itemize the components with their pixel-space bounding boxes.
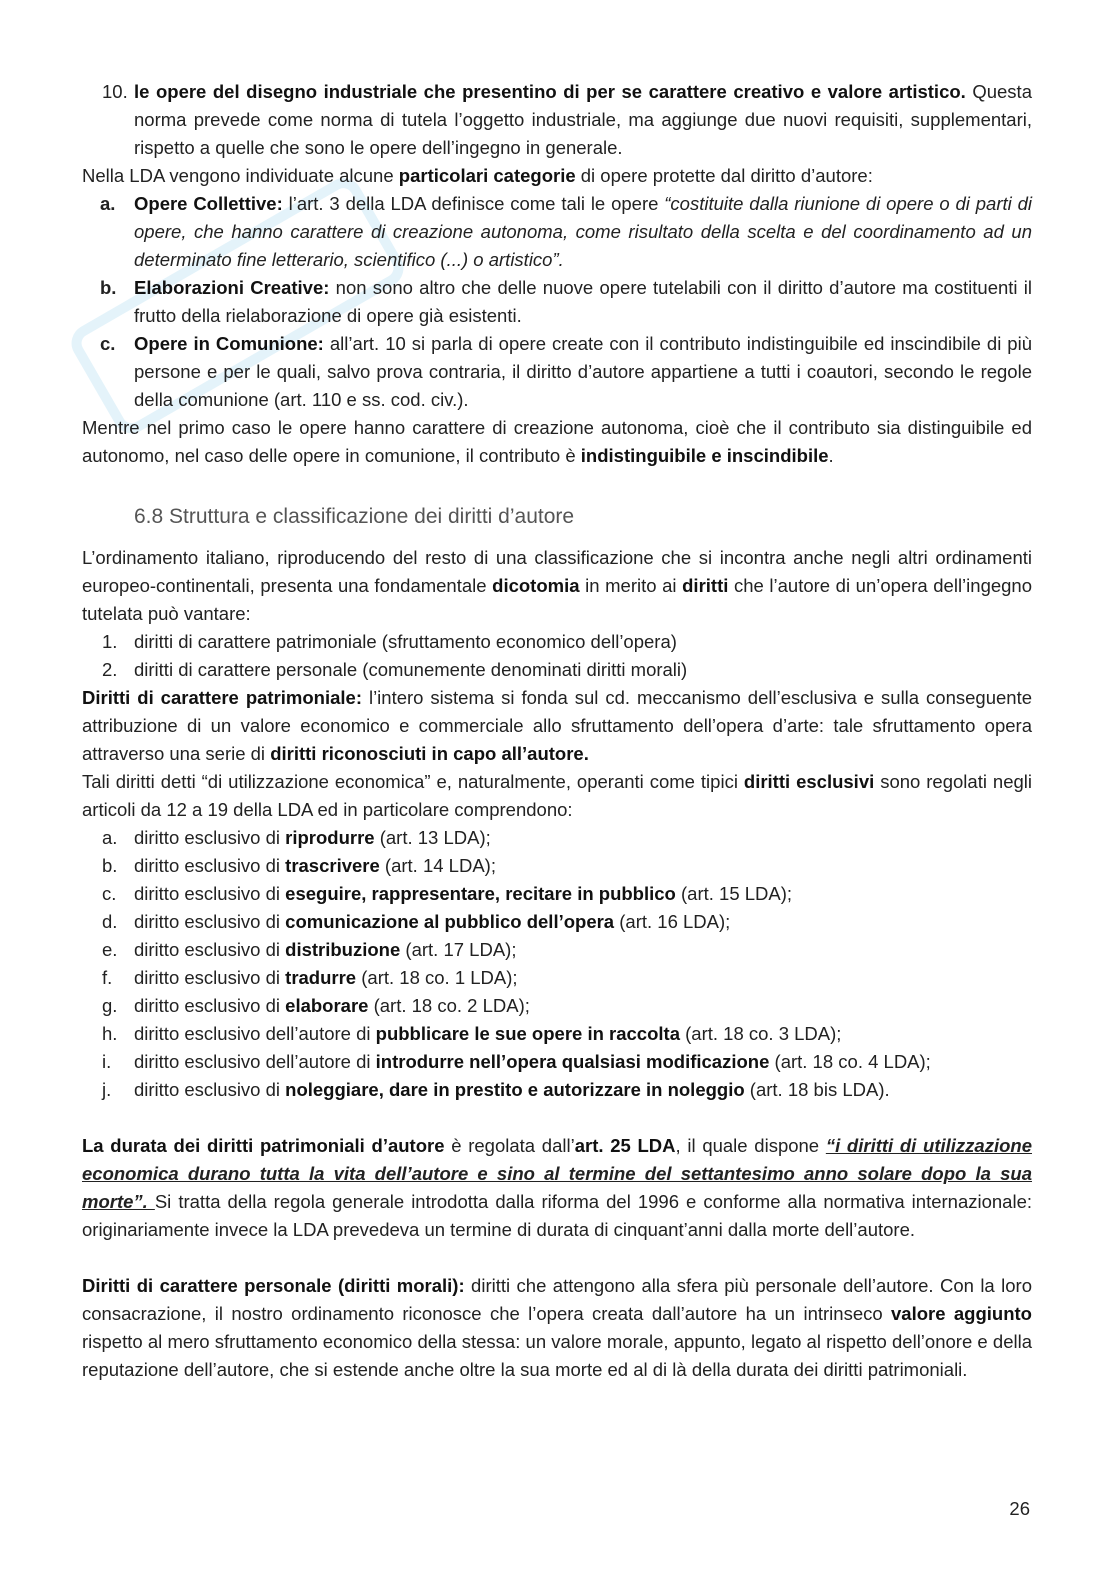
exclusive-rights-list <box>82 824 1032 1104</box>
contrast-paragraph: Mentre nel primo caso le opere hanno carattere di creazione autonoma, cioè che il contributo sia distinguibile ed autonomo, nel caso delle opere in comunione, il contributo è indistinguibile e inscindibile. <box>82 417 1032 466</box>
quoted-law-text: “i diritti di utilizzazione economica durano tutta la vita dell’autore e sino al termine del settantesimo anno solare dopo la sua morte”. <box>82 1135 1032 1212</box>
list-item: d. diritto esclusivo di comunicazione al pubblico dell’opera (art. 16 LDA); <box>102 911 731 932</box>
list-item: h. diritto esclusivo dell’autore di pubblicare le sue opere in raccolta (art. 18 co. 3 LDA); <box>102 1023 842 1044</box>
list-item: 1. diritti di carattere patrimoniale (sfruttamento economico dell’opera) <box>102 631 677 652</box>
spacer <box>82 1104 1032 1132</box>
category-item: a. Opere Collettive: l’art. 3 della LDA definisce come tali le opere “costituite dalla riunione di opere o di parti di opere, che hanno carattere di creazione autonoma, come risultato della scelta e del coordinamento ad un determinato fine letterario, scientifico (...) o artistico”. <box>82 190 1032 274</box>
item-10-list <box>82 78 1032 162</box>
list-marker: 10. <box>102 81 128 102</box>
list-item: b. diritto esclusivo di trascrivere (art. 14 LDA); <box>102 855 496 876</box>
list-marker: c. <box>100 333 116 354</box>
category-item: c. Opere in Comunione: all’art. 10 si parla di opere create con il contributo indistinguibile ed inscindibile di più persone e per le quali, salvo prova contraria, il diritto d’autore appartiene a tutti i coautori, secondo le regole della comunione (art. 110 e ss. cod. civ.). <box>82 330 1032 414</box>
list-item: c. diritto esclusivo di eseguire, rappresentare, recitare in pubblico (art. 15 LDA); <box>102 883 793 904</box>
list-item: 2. diritti di carattere personale (comunemente denominati diritti morali) <box>102 659 688 680</box>
section-heading: 6.8 Struttura e classificazione dei diritti d’autore <box>134 505 575 528</box>
list-item: e. diritto esclusivo di distribuzione (art. 17 LDA); <box>102 939 517 960</box>
categories-list <box>82 190 1032 414</box>
list-item: a. diritto esclusivo di riprodurre (art. 13 LDA); <box>102 827 491 848</box>
tali-paragraph: Tali diritti detti “di utilizzazione economica” e, naturalmente, operanti come tipici diritti esclusivi sono regolati negli articoli da 12 a 19 della LDA ed in particolare comprendono: <box>82 771 1032 820</box>
list-item: f. diritto esclusivo di tradurre (art. 18 co. 1 LDA); <box>102 967 518 988</box>
item-10-text: Questa norma prevede come norma di tutela l’oggetto industriale, ma aggiunge due nuovi requisiti, supplementari, rispetto a quelle che sono le opere dell’ingegno in generale. <box>134 81 1032 158</box>
morali-paragraph: Diritti di carattere personale (diritti morali): diritti che attengono alla sfera più personale dell’autore. Con la loro consacrazione, il nostro ordinamento riconosce che l’opera creata dall’autore ha un intrinseco valore aggiunto rispetto al mero sfruttamento economico della stessa: un valore morale, appunto, legato al rispetto dell’onore e della reputazione dell’autore, che si estende anche oltre la sua morte ed al di là della durata dei diritti patrimoniali. <box>82 1275 1032 1380</box>
list-marker: b. <box>100 277 117 298</box>
list-item: i. diritto esclusivo dell’autore di introdurre nell’opera qualsiasi modificazione (art. 18 co. 4 LDA); <box>102 1051 931 1072</box>
categories-intro: Nella LDA vengono individuate alcune particolari categorie di opere protette dal diritto d’autore: <box>82 165 873 186</box>
list-item: g. diritto esclusivo di elaborare (art. 18 co. 2 LDA); <box>102 995 530 1016</box>
category-item: b. Elaborazioni Creative: non sono altro che delle nuove opere tutelabili con il diritto d’autore ma costituenti il frutto della rielaborazione di opere già esistenti. <box>82 274 1032 330</box>
patrimoniali-paragraph: Diritti di carattere patrimoniale: l’intero sistema si fonda sul cd. meccanismo dell’esclusiva e sulla conseguente attribuzione di un valore economico e commerciale allo sfruttamento dell’opera d’arte: tale sfruttamento opera attraverso una serie di diritti riconosciuti in capo all’autore. <box>82 687 1032 764</box>
durata-paragraph: La durata dei diritti patrimoniali d’autore è regolata dall’art. 25 LDA, il quale dispone “i diritti di utilizzazione economica durano tutta la vita dell’autore e sino al termine del settantesimo anno solare dopo la sua morte”. Si tratta della regola generale introdotta dalla riforma del 1996 e conforme alla normativa internazionale: originariamente invece la LDA prevedeva un termine di durata di cinquant’anni dalla morte dell’autore. <box>82 1135 1032 1240</box>
list-item: j. diritto esclusivo di noleggiare, dare in prestito e autorizzare in noleggio (art. 18 bis LDA). <box>102 1079 890 1100</box>
ordinamento-paragraph: L’ordinamento italiano, riproducendo del resto di una classificazione che si incontra anche negli altri ordinamenti europeo-continentali, presenta una fondamentale dicotomia in merito ai diritti che l’autore di un’opera dell’ingegno tutelata può vantare: <box>82 547 1033 624</box>
page-number: 26 <box>1009 1498 1030 1519</box>
item-10-bold: le opere del disegno industriale che presentino di per se carattere creativo e valore artistico. <box>134 81 966 102</box>
spacer <box>82 1244 1032 1272</box>
rights-types-list <box>82 628 1032 684</box>
list-marker: a. <box>100 193 116 214</box>
page-content <box>82 78 1032 1384</box>
list-item-10 <box>82 78 1032 162</box>
